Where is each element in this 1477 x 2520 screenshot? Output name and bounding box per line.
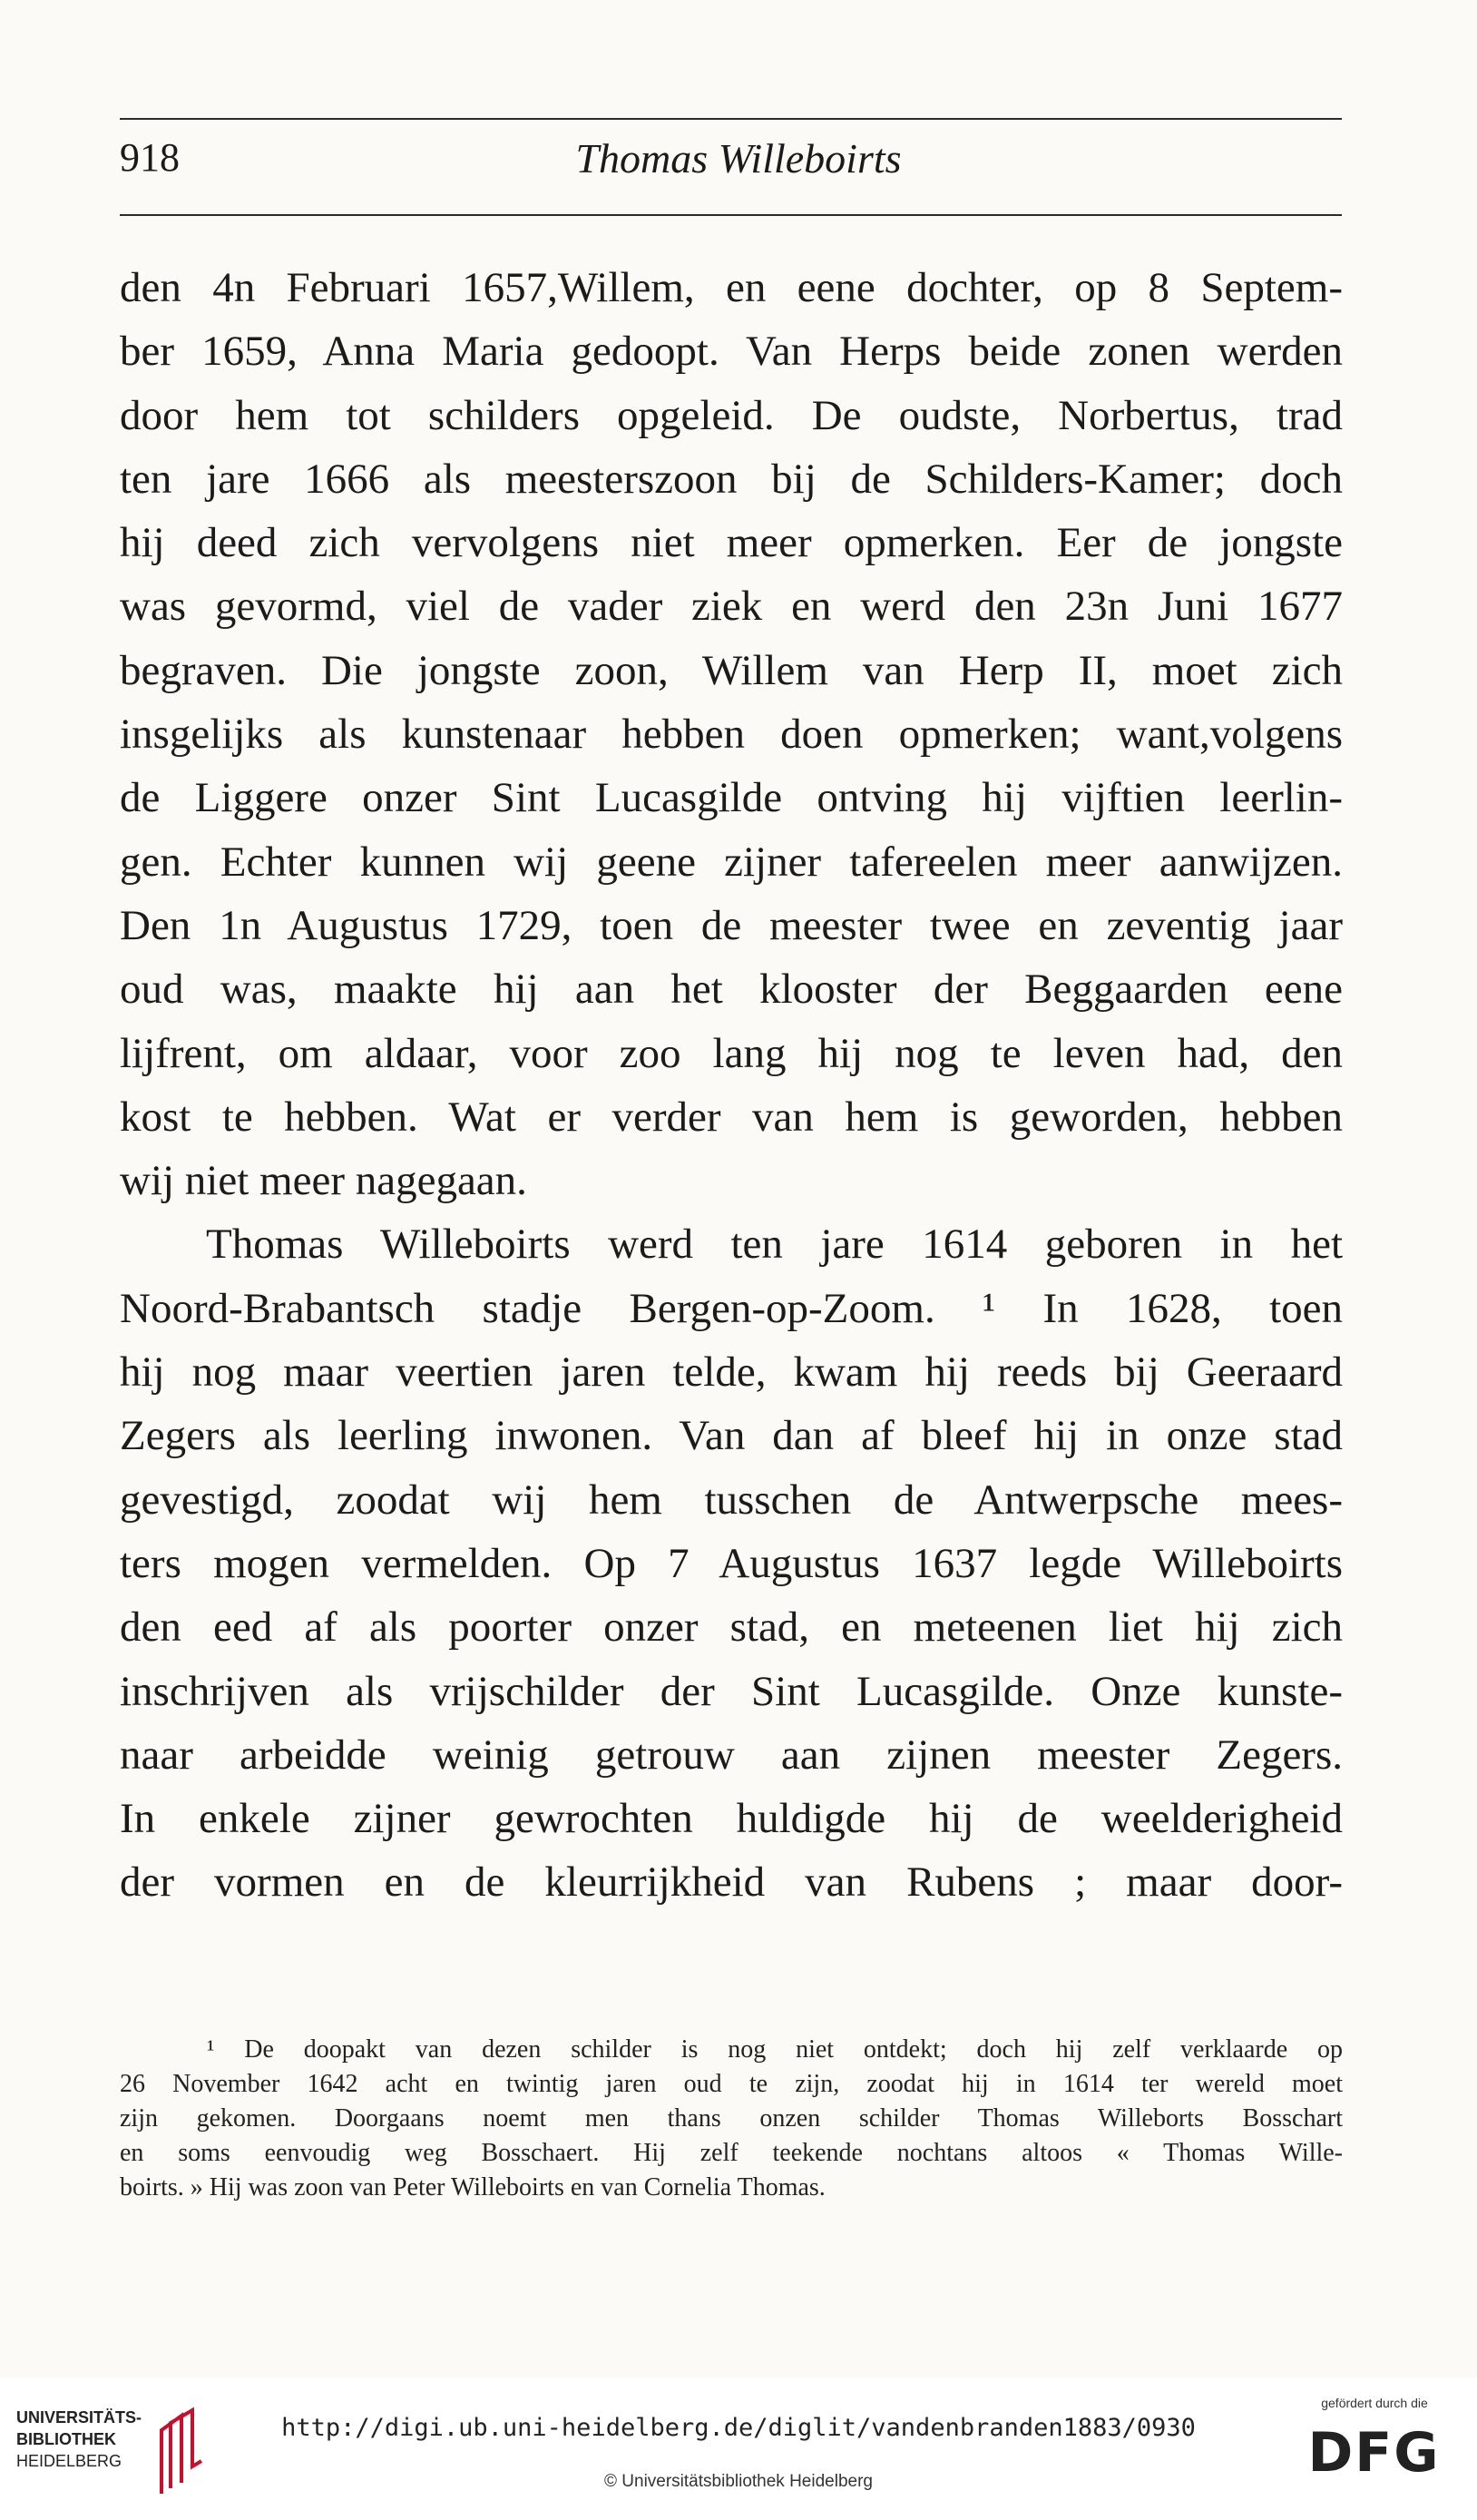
footer-bar bbox=[0, 2378, 1477, 2520]
text-line: den eed af als poorter onzer stad, en meteenen liet hij zich bbox=[120, 1603, 1343, 1652]
text-line: hij deed zich vervolgens niet meer opmerken. Eer de jongste bbox=[120, 519, 1343, 567]
footnote-line: en soms eenvoudig weg Bosschaert. Hij zelf teekende nochtans altoos « Thomas Wille- bbox=[120, 2139, 1343, 2167]
text-line: de Liggere onzer Sint Lucasgilde ontving hij vijftien leerlin- bbox=[120, 774, 1343, 822]
text-line: In enkele zijner gewrochten huldigde hij de weelderigheid bbox=[120, 1795, 1343, 1843]
text-line: ber 1659, Anna Maria gedoopt. Van Herps beide zonen werden bbox=[120, 328, 1343, 376]
footnote-line: boirts. » Hij was zoon van Peter Willeboirts en van Cornelia Thomas. bbox=[120, 2173, 826, 2201]
text-line: gevestigd, zoodat wij hem tusschen de Antwerpsche mees- bbox=[120, 1476, 1343, 1524]
body-text bbox=[120, 256, 1343, 1915]
text-line: oud was, maakte hij aan het klooster der Beggaarden eene bbox=[120, 966, 1343, 1014]
text-line: Den 1n Augustus 1729, toen de meester twee en zeventig jaar bbox=[120, 901, 1343, 949]
permalink-url[interactable]: http://digi.ub.uni-heidelberg.de/diglit/vandenbranden1883/0930 bbox=[281, 2414, 1196, 2442]
text-line: begraven. Die jongste zoon, Willem van Herp II, moet zich bbox=[120, 646, 1343, 694]
text-line: gen. Echter kunnen wij geene zijner tafereelen meer aanwijzen. bbox=[120, 838, 1343, 886]
text-line: ten jare 1666 als meesterszoon bij de Schilders-Kamer; doch bbox=[120, 455, 1343, 503]
dfg-logo: DFG bbox=[1307, 2421, 1441, 2485]
footnote-line: ¹ De doopakt van dezen schilder is nog niet ontdekt; doch hij zelf verklaarde op bbox=[207, 2035, 1343, 2064]
text-line: Noord-Brabantsch stadje Bergen-op-Zoom. ¹ In 1628, toen bbox=[120, 1284, 1343, 1332]
footnote-line: 26 November 1642 acht en twintig jaren oud te zijn, zoodat hij in 1614 ter wereld moet bbox=[120, 2070, 1343, 2098]
paragraph-first-line: Thomas Willeboirts werd ten jare 1614 geboren in het bbox=[206, 1221, 1343, 1269]
footnote-line: zijn gekomen. Doorgaans noemt men thans onzen schilder Thomas Willeborts Bosschart bbox=[120, 2104, 1343, 2133]
text-line: insgelijks als kunstenaar hebben doen opmerken; want,volgens bbox=[120, 711, 1343, 759]
text-line: hij nog maar veertien jaren telde, kwam hij reeds bij Geeraard bbox=[120, 1348, 1343, 1397]
text-line: Zegers als leerling inwonen. Van dan af bleef hij in onze stad bbox=[120, 1412, 1343, 1460]
library-name-line: UNIVERSITÄTS- bbox=[16, 2408, 142, 2427]
text-line: der vormen en de kleurrijkheid van Rubens ; maar door- bbox=[120, 1858, 1343, 1907]
page-number: 918 bbox=[120, 135, 180, 180]
header-bottom-rule bbox=[120, 214, 1342, 216]
text-line: was gevormd, viel de vader ziek en werd den 23n Juni 1677 bbox=[120, 583, 1343, 631]
funding-note: gefördert durch die bbox=[1321, 2396, 1428, 2410]
running-title: Thomas Willeboirts bbox=[575, 135, 902, 181]
library-name-line: HEIDELBERG bbox=[16, 2452, 122, 2470]
header-top-rule bbox=[120, 118, 1342, 120]
text-line: door hem tot schilders opgeleid. De oudste, Norbertus, trad bbox=[120, 391, 1343, 439]
text-line: naar arbeidde weinig getrouw aan zijnen meester Zegers. bbox=[120, 1731, 1343, 1779]
footnotes bbox=[120, 2033, 1343, 2205]
library-name-line: BIBLIOTHEK bbox=[16, 2430, 116, 2448]
text-line: inschrijven als vrijschilder der Sint Lucasgilde. Onze kunste- bbox=[120, 1667, 1343, 1715]
text-line: wij niet meer nagegaan. bbox=[120, 1157, 527, 1205]
text-line: lijfrent, om aldaar, voor zoo lang hij nog te leven had, den bbox=[120, 1029, 1343, 1077]
text-line: den 4n Februari 1657,Willem, en eene dochter, op 8 Septem- bbox=[120, 264, 1343, 311]
copyright-notice: © Universitätsbibliothek Heidelberg bbox=[604, 2472, 873, 2491]
text-line: ters mogen vermelden. Op 7 Augustus 1637 legde Willeboirts bbox=[120, 1539, 1343, 1587]
text-line: kost te hebben. Wat er verder van hem is geworden, hebben bbox=[120, 1093, 1343, 1141]
